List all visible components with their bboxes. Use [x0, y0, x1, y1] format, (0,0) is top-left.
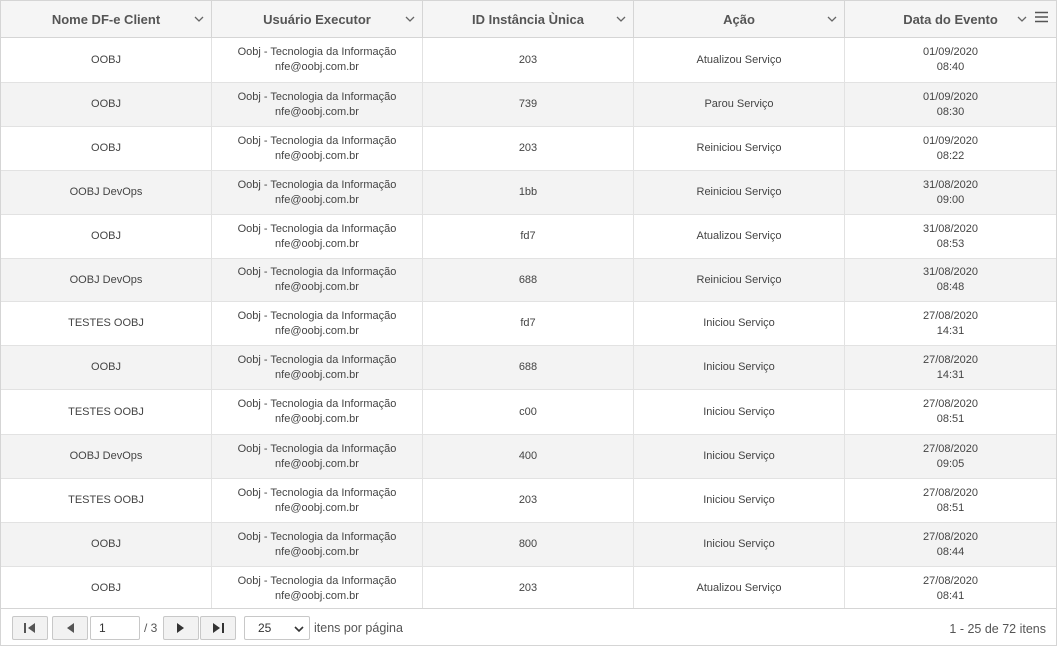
cell-client: [1, 171, 212, 214]
user-email: nfe@oobj.com.br: [275, 501, 359, 514]
event-time: 14:31: [936, 368, 965, 381]
client-name: OOBJ DevOps: [69, 273, 143, 286]
table-row[interactable]: [1, 171, 1056, 215]
cell-date: [845, 83, 1056, 126]
page-size-value: 25: [258, 621, 272, 635]
action-text: Iniciou Serviço: [703, 538, 775, 550]
cell-instance: [423, 390, 634, 434]
event-time: 14:31: [936, 324, 965, 337]
instance-id: fd7: [520, 317, 536, 329]
user-name: Oobj - Tecnologia da Informação: [237, 574, 397, 587]
user-name: Oobj - Tecnologia da Informação: [237, 46, 397, 58]
cell-client: [1, 38, 212, 82]
client-name: OOBJ: [91, 142, 121, 154]
client-name: OOBJ: [91, 361, 121, 373]
cell-date: [845, 259, 1056, 301]
table-row[interactable]: [1, 346, 1056, 390]
instance-id: 203: [518, 494, 538, 506]
user-name: Oobj - Tecnologia da Informação: [237, 222, 397, 235]
user-email: nfe@oobj.com.br: [275, 368, 359, 381]
instance-id: 688: [518, 361, 538, 373]
cell-user: [212, 523, 423, 566]
cell-user: [212, 302, 423, 345]
cell-instance: [423, 479, 634, 522]
column-header-action[interactable]: [634, 1, 845, 37]
cell-action: [634, 302, 845, 345]
first-page-button[interactable]: [12, 616, 48, 640]
cell-instance: [423, 38, 634, 82]
user-name: Oobj - Tecnologia da Informação: [237, 398, 397, 410]
event-date: 27/08/2020: [922, 442, 979, 455]
instance-id: 739: [518, 98, 538, 110]
cell-instance: [423, 346, 634, 389]
pager: [1, 608, 1056, 645]
pager-info: 1 - 25 de 72 itens: [949, 622, 1046, 636]
cell-instance: [423, 567, 634, 610]
action-text: Iniciou Serviço: [703, 361, 775, 373]
event-time: 09:00: [936, 193, 965, 206]
event-time: 08:48: [936, 281, 965, 293]
instance-id: c00: [519, 405, 537, 418]
cell-instance: [423, 83, 634, 126]
table-row[interactable]: [1, 390, 1056, 435]
instance-id: 203: [518, 582, 538, 594]
cell-action: [634, 171, 845, 214]
cell-client: [1, 435, 212, 478]
user-email: nfe@oobj.com.br: [275, 413, 359, 425]
user-name: Oobj - Tecnologia da Informação: [237, 178, 397, 191]
cell-instance: [423, 302, 634, 345]
cell-user: [212, 83, 423, 126]
next-page-icon: [175, 622, 187, 634]
event-time: 08:41: [936, 589, 965, 602]
cell-date: [845, 523, 1056, 566]
action-text: Parou Serviço: [704, 98, 774, 110]
user-email: nfe@oobj.com.br: [275, 193, 359, 206]
user-name: Oobj - Tecnologia da Informação: [237, 353, 397, 366]
cell-instance: [423, 215, 634, 258]
user-email: nfe@oobj.com.br: [275, 149, 359, 162]
client-name: OOBJ: [91, 98, 121, 110]
event-time: 09:05: [936, 457, 965, 470]
event-date: 01/09/2020: [922, 90, 979, 103]
cell-client: [1, 346, 212, 389]
cell-client: [1, 567, 212, 610]
user-name: Oobj - Tecnologia da Informação: [237, 134, 397, 147]
cell-user: [212, 171, 423, 214]
table-row[interactable]: [1, 567, 1056, 611]
cell-action: [634, 479, 845, 522]
chevron-down-icon[interactable]: [1016, 13, 1028, 25]
first-page-icon: [23, 622, 37, 634]
column-header-user[interactable]: [212, 1, 423, 37]
client-name: OOBJ DevOps: [69, 186, 143, 198]
event-date: 27/08/2020: [922, 353, 979, 366]
column-header-label: Usuário Executor: [263, 11, 371, 27]
cell-date: [845, 302, 1056, 345]
last-page-button[interactable]: [200, 616, 236, 640]
next-page-button[interactable]: [163, 616, 199, 640]
cell-client: [1, 479, 212, 522]
user-email: nfe@oobj.com.br: [275, 281, 359, 293]
user-email: nfe@oobj.com.br: [275, 589, 359, 602]
table-row[interactable]: [1, 38, 1056, 83]
cell-action: [634, 346, 845, 389]
column-menu-icon[interactable]: [1035, 11, 1048, 23]
cell-action: [634, 390, 845, 434]
action-text: Iniciou Serviço: [703, 405, 775, 418]
user-name: Oobj - Tecnologia da Informação: [237, 309, 397, 322]
chevron-down-icon[interactable]: [193, 13, 205, 25]
event-time: 08:51: [936, 413, 965, 425]
cell-date: [845, 346, 1056, 389]
column-header-label: Nome DF-e Client: [51, 11, 161, 27]
cell-instance: [423, 435, 634, 478]
action-text: Reiniciou Serviço: [696, 186, 782, 198]
user-name: Oobj - Tecnologia da Informação: [237, 266, 397, 278]
chevron-down-icon[interactable]: [404, 13, 416, 25]
client-name: TESTES OOBJ: [68, 317, 144, 329]
user-name: Oobj - Tecnologia da Informação: [237, 486, 397, 499]
cell-action: [634, 523, 845, 566]
table-row[interactable]: [1, 83, 1056, 127]
action-text: Atualizou Serviço: [696, 53, 782, 66]
client-name: OOBJ: [91, 582, 121, 594]
instance-id: 400: [518, 450, 538, 462]
cell-action: [634, 83, 845, 126]
page-size-select[interactable]: [244, 616, 310, 640]
event-time: 08:51: [936, 501, 965, 514]
cell-date: [845, 127, 1056, 170]
cell-instance: [423, 171, 634, 214]
action-text: Iniciou Serviço: [703, 494, 775, 506]
cell-action: [634, 435, 845, 478]
cell-date: [845, 215, 1056, 258]
cell-action: [634, 567, 845, 610]
cell-client: [1, 523, 212, 566]
column-header-instance[interactable]: [423, 1, 634, 37]
chevron-down-icon: [293, 623, 305, 635]
column-header-label: ID Instância Ùnica: [472, 11, 584, 27]
client-name: OOBJ DevOps: [69, 450, 143, 462]
cell-date: [845, 38, 1056, 82]
page-number-input[interactable]: [90, 616, 140, 640]
cell-action: [634, 215, 845, 258]
action-text: Reiniciou Serviço: [696, 142, 782, 154]
event-date: 27/08/2020: [922, 486, 979, 499]
table-row[interactable]: [1, 479, 1056, 523]
page-size-label: itens por página: [314, 621, 403, 635]
cell-date: [845, 390, 1056, 434]
action-text: Iniciou Serviço: [703, 450, 775, 462]
event-time: 08:22: [936, 149, 965, 162]
column-header-date[interactable]: [845, 1, 1056, 37]
last-page-icon: [211, 622, 225, 634]
cell-user: [212, 215, 423, 258]
table-row[interactable]: [1, 215, 1056, 259]
event-time: 08:30: [936, 105, 965, 118]
user-name: Oobj - Tecnologia da Informação: [237, 442, 397, 455]
event-time: 08:40: [936, 61, 965, 73]
user-email: nfe@oobj.com.br: [275, 237, 359, 250]
table-row[interactable]: [1, 435, 1056, 479]
instance-id: 203: [518, 53, 538, 66]
cell-instance: [423, 259, 634, 301]
client-name: OOBJ: [91, 230, 121, 242]
prev-page-button[interactable]: [52, 616, 88, 640]
prev-page-icon: [64, 622, 76, 634]
event-date: 31/08/2020: [922, 178, 979, 191]
cell-instance: [423, 127, 634, 170]
cell-user: [212, 259, 423, 301]
cell-user: [212, 390, 423, 434]
event-time: 08:44: [936, 545, 965, 558]
cell-client: [1, 390, 212, 434]
cell-instance: [423, 523, 634, 566]
action-text: Atualizou Serviço: [696, 230, 782, 242]
cell-date: [845, 479, 1056, 522]
grid-header: [1, 1, 1056, 38]
cell-client: [1, 215, 212, 258]
column-header-label: Data do Evento: [903, 11, 998, 27]
event-date: 01/09/2020: [922, 46, 979, 58]
cell-date: [845, 435, 1056, 478]
instance-id: fd7: [520, 230, 536, 242]
cell-date: [845, 171, 1056, 214]
instance-id: 203: [518, 142, 538, 154]
user-email: nfe@oobj.com.br: [275, 457, 359, 470]
chevron-down-icon[interactable]: [826, 13, 838, 25]
grid-body: [1, 38, 1056, 611]
cell-user: [212, 435, 423, 478]
user-name: Oobj - Tecnologia da Informação: [237, 90, 397, 103]
cell-client: [1, 83, 212, 126]
user-name: Oobj - Tecnologia da Informação: [237, 530, 397, 543]
table-row[interactable]: [1, 259, 1056, 302]
user-email: nfe@oobj.com.br: [275, 545, 359, 558]
instance-id: 800: [518, 538, 538, 550]
client-name: TESTES OOBJ: [68, 494, 144, 506]
action-text: Iniciou Serviço: [703, 317, 775, 329]
cell-user: [212, 346, 423, 389]
action-text: Atualizou Serviço: [696, 582, 782, 594]
event-date: 31/08/2020: [922, 266, 979, 278]
user-email: nfe@oobj.com.br: [275, 105, 359, 118]
instance-id: 1bb: [518, 186, 538, 198]
cell-action: [634, 127, 845, 170]
instance-id: 688: [518, 273, 538, 286]
event-date: 27/08/2020: [922, 574, 979, 587]
cell-user: [212, 38, 423, 82]
cell-user: [212, 479, 423, 522]
user-email: nfe@oobj.com.br: [275, 61, 359, 73]
table-row[interactable]: [1, 127, 1056, 171]
event-date: 27/08/2020: [922, 398, 979, 410]
total-pages: / 3: [144, 621, 158, 635]
action-text: Reiniciou Serviço: [696, 273, 782, 286]
cell-client: [1, 302, 212, 345]
event-time: 08:53: [936, 237, 965, 250]
client-name: TESTES OOBJ: [68, 405, 144, 418]
cell-action: [634, 38, 845, 82]
cell-action: [634, 259, 845, 301]
chevron-down-icon[interactable]: [615, 13, 627, 25]
cell-client: [1, 259, 212, 301]
column-header-client[interactable]: [1, 1, 212, 37]
event-date: 01/09/2020: [922, 134, 979, 147]
cell-user: [212, 567, 423, 610]
user-email: nfe@oobj.com.br: [275, 324, 359, 337]
event-date: 31/08/2020: [922, 222, 979, 235]
event-date: 27/08/2020: [922, 530, 979, 543]
cell-user: [212, 127, 423, 170]
event-date: 27/08/2020: [922, 309, 979, 322]
client-name: OOBJ: [91, 538, 121, 550]
client-name: OOBJ: [91, 53, 121, 66]
cell-client: [1, 127, 212, 170]
column-header-label: Ação: [723, 11, 755, 27]
cell-date: [845, 567, 1056, 610]
table-row[interactable]: [1, 302, 1056, 346]
table-row[interactable]: [1, 523, 1056, 567]
